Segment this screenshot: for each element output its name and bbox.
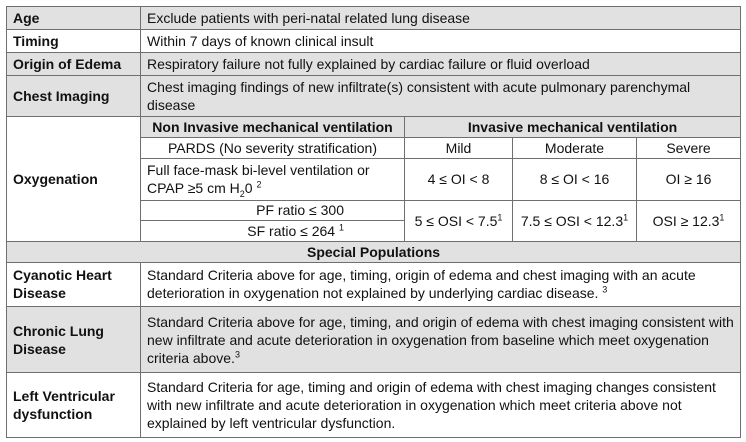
- cpap-subscript: 2: [239, 189, 245, 200]
- oxygenation-label: Oxygenation: [7, 117, 141, 242]
- noninvasive-mode-criteria: [141, 158, 405, 200]
- cpap-footnote: 2: [256, 179, 262, 190]
- imaging-label: Chest Imaging: [7, 75, 141, 117]
- invasive-header: Invasive mechanical ventilation: [405, 117, 741, 138]
- age-criteria: Exclude patients with peri-natal related lung disease: [141, 7, 741, 30]
- cyanotic-label: Cyanotic Heart Disease: [7, 263, 141, 307]
- severity-mild: Mild: [405, 138, 513, 159]
- pf-ratio: PF ratio ≤ 300: [141, 200, 405, 221]
- sf-footnote: 1: [338, 222, 344, 233]
- mild-osi-text: 5 ≤ OSI < 7.5: [414, 212, 498, 229]
- mild-osi: [405, 200, 513, 242]
- cpap-text-end: 0: [244, 180, 253, 197]
- severe-osi-text: OSI ≥ 12.3: [652, 212, 720, 229]
- severe-oi: OI ≥ 16: [637, 158, 741, 200]
- mild-osi-footnote: 1: [497, 212, 503, 223]
- pards-criteria-table: [6, 6, 741, 438]
- age-row: [7, 7, 741, 30]
- moderate-oi: 8 ≤ OI < 16: [513, 158, 637, 200]
- cpap-text: CPAP ≥5 cm H: [147, 180, 240, 197]
- lv-label: Left Ventricular dysfunction: [7, 373, 141, 438]
- timing-label: Timing: [7, 29, 141, 52]
- edema-row: [7, 52, 741, 75]
- lv-criteria: Standard Criteria for age, timing and origin of edema with chest imaging changes consistent with new infiltrate and acute deterioration in oxygenation which meet criteria above not explained by left ventricular dysfunction.: [141, 373, 741, 438]
- severity-severe: Severe: [637, 138, 741, 159]
- criteria-table-container: [6, 6, 740, 438]
- severe-osi-footnote: 1: [719, 212, 725, 223]
- sf-ratio-text: SF ratio ≤ 264: [247, 223, 336, 240]
- imaging-criteria: Chest imaging findings of new infiltrate(s) consistent with acute pulmonary parenchymal disease: [141, 75, 741, 117]
- cyanotic-criteria: [141, 263, 741, 307]
- mild-oi: 4 ≤ OI < 8: [405, 158, 513, 200]
- lv-row: [7, 373, 741, 438]
- imaging-row: [7, 75, 741, 117]
- cyanotic-row: [7, 263, 741, 307]
- chronic-label: Chronic Lung Disease: [7, 306, 141, 373]
- chronic-row: [7, 306, 741, 373]
- sf-ratio: [141, 221, 405, 242]
- timing-criteria: Within 7 days of known clinical insult: [141, 29, 741, 52]
- edema-criteria: Respiratory failure not fully explained by cardiac failure or fluid overload: [141, 52, 741, 75]
- age-label: Age: [7, 7, 141, 30]
- special-populations-row: [7, 242, 741, 263]
- cyanotic-text: Standard Criteria above for age, timing, origin of edema and chest imaging with an acute deterioration in oxygenation not explained by underlying cardiac disease.: [147, 267, 696, 302]
- face-mask-text: Full face-mask bi-level ventilation or: [147, 162, 370, 179]
- cyanotic-footnote: 3: [602, 284, 608, 295]
- moderate-osi-footnote: 1: [623, 212, 629, 223]
- severe-osi: [637, 200, 741, 242]
- chronic-text: Standard Criteria above for age, timing, and origin of edema with chest imaging consistent with new infiltrate and acute deterioration in oxygenation from baseline which meet oxygenation criteria above.: [147, 313, 734, 366]
- moderate-osi: [513, 200, 637, 242]
- cpap-criteria: [147, 179, 262, 200]
- chronic-criteria: [141, 306, 741, 373]
- pards-stratification-note: PARDS (No severity stratification): [141, 138, 405, 159]
- edema-label: Origin of Edema: [7, 52, 141, 75]
- special-populations-header: Special Populations: [7, 242, 741, 263]
- timing-row: [7, 29, 741, 52]
- moderate-osi-text: 7.5 ≤ OSI < 12.3: [520, 212, 624, 229]
- severity-moderate: Moderate: [513, 138, 637, 159]
- noninvasive-header: Non Invasive mechanical ventilation: [141, 117, 405, 138]
- ventilation-header-row: [7, 117, 741, 138]
- chronic-footnote: 3: [234, 348, 240, 359]
